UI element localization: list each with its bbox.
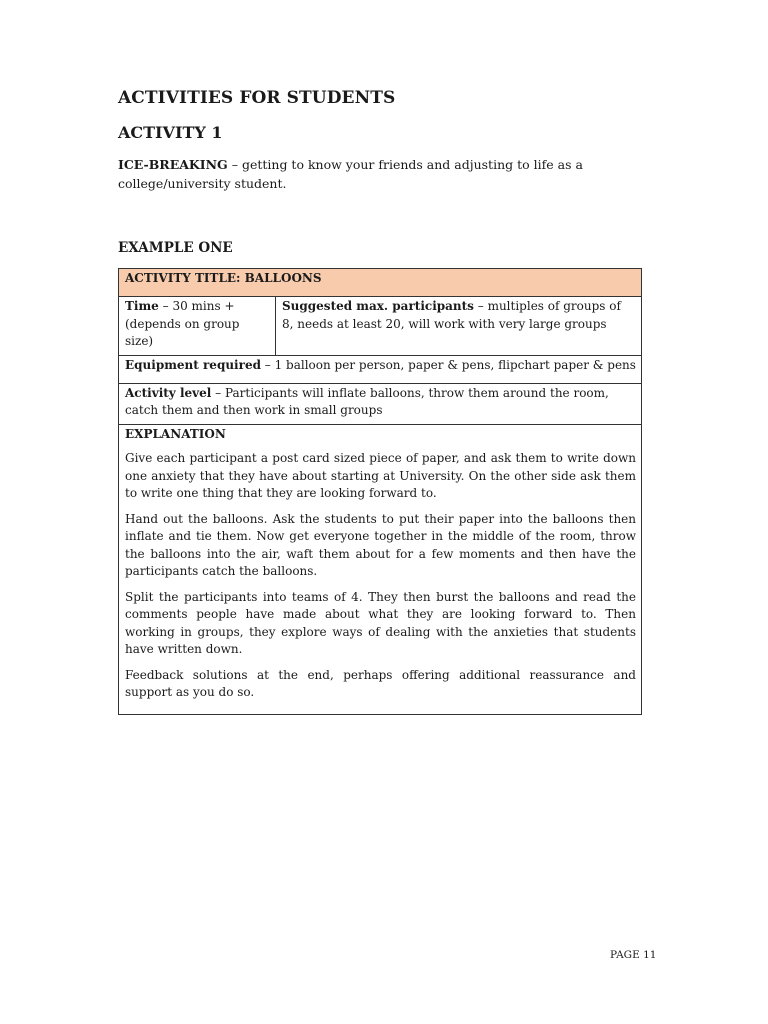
participants-label: Suggested max. participants	[282, 299, 474, 313]
time-participants-row	[119, 297, 642, 356]
activity-table	[118, 268, 642, 715]
title-row	[119, 269, 642, 297]
intro-label: ICE-BREAKING	[118, 157, 228, 172]
activity-level-label: Activity level	[125, 385, 212, 400]
activity-level-row	[119, 383, 642, 424]
time-text: – 30 mins + (depends on group size)	[125, 299, 240, 348]
example-heading: EXAMPLE ONE	[118, 240, 233, 256]
explanation-paragraph: Hand out the balloons. Ask the students to put their paper into the balloons then inflate and tie them. Now get everyone together in the middle of the room, throw the balloons into the air, waft them about for a few moments and then have the participants catch the balloons.	[125, 511, 636, 578]
equipment-label: Equipment required	[125, 357, 261, 372]
activity-level-text: – Participants will inflate balloons, throw them around the room, catch them and then work in small groups	[125, 385, 609, 417]
participants-cell	[276, 297, 642, 356]
explanation-paragraph: Feedback solutions at the end, perhaps offering additional reassurance and support as you do so.	[125, 667, 636, 699]
activity-heading: ACTIVITY 1	[118, 123, 223, 142]
page-number: PAGE 11	[610, 949, 657, 961]
participants-text: – multiples of groups of 8, needs at least 20, will work with very large groups	[282, 299, 621, 331]
page-title: ACTIVITIES FOR STUDENTS	[118, 88, 396, 108]
explanation-paragraph: Split the participants into teams of 4. They then burst the balloons and read the comments people have made about what they are looking forward to. Then working in groups, they explore ways of dealing with the anxieties that students have written down.	[125, 589, 636, 656]
explanation-paragraph: Give each participant a post card sized piece of paper, and ask them to write down one anxiety that they have about starting at University. On the other side ask them to write one thing that they are looking forward to.	[125, 451, 636, 500]
equipment-row	[119, 355, 642, 383]
explanation-cell	[119, 424, 642, 714]
intro-text: – getting to know your friends and adjusting to life as a college/university student.	[118, 157, 583, 191]
equipment-text: – 1 balloon per person, paper & pens, flipchart paper & pens	[260, 357, 636, 372]
time-cell	[119, 297, 276, 356]
time-label: Time	[125, 299, 159, 313]
explanation-label: EXPLANATION	[125, 426, 226, 441]
equipment-cell	[119, 355, 642, 383]
activity-level-cell	[119, 383, 642, 424]
activity-title-cell: ACTIVITY TITLE: BALLOONS	[119, 269, 642, 297]
intro-paragraph	[118, 155, 653, 193]
explanation-row	[119, 424, 642, 714]
